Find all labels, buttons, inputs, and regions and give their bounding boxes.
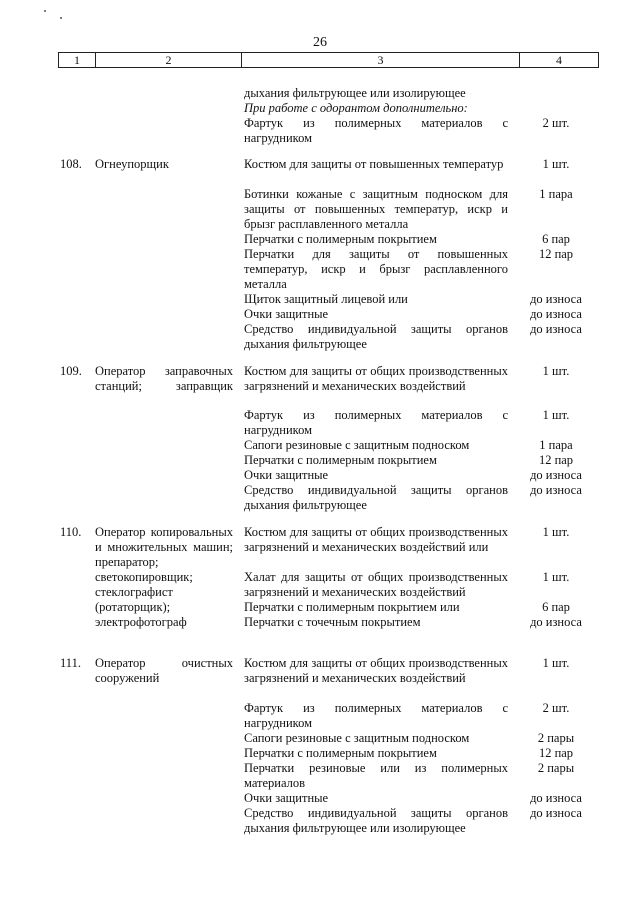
occupation-name: Оператор заправочных станций; заправщик	[95, 364, 233, 393]
qty-text: 12 пар	[538, 746, 574, 760]
qty-text: 2 пары	[537, 731, 575, 745]
qty-text: 2 пары	[537, 761, 575, 775]
qty-text: до износа	[530, 307, 582, 321]
item-text: Перчатки с точечным покрытием	[244, 615, 421, 629]
qty-text: 6 пар	[542, 232, 570, 246]
qty-text: 1 шт.	[542, 364, 570, 378]
item-text: Перчатки резиновые или из полимерных материалов	[244, 761, 508, 790]
qty-text: до износа	[530, 483, 582, 497]
entry-number: 108.	[60, 157, 82, 171]
entry-number: 109.	[60, 364, 82, 378]
qty-text: до износа	[530, 322, 582, 336]
item-text: Сапоги резиновые с защитным подноском	[244, 438, 470, 452]
qty-text: 12 пар	[538, 453, 574, 467]
item-text: Средство индивидуальной защиты органов дыхания фильтрующее	[244, 483, 508, 512]
qty-text: до износа	[530, 292, 582, 306]
item-text: Костюм для защиты от общих производственных загрязнений и механических воздействий	[244, 656, 508, 685]
column-header-4: 4	[556, 53, 562, 67]
scan-dot	[60, 17, 62, 19]
qty-text: 1 шт.	[542, 408, 570, 422]
entry-number: 111.	[60, 656, 81, 670]
item-text: Перчатки с полимерным покрытием	[244, 232, 437, 246]
qty-text: 1 пара	[539, 187, 573, 201]
item-text: Перчатки с полимерным покрытием	[244, 453, 437, 467]
note-text: При работе с одорантом дополнительно:	[244, 101, 468, 115]
item-text: Фартук из полимерных материалов с нагрудником	[244, 408, 508, 437]
item-text: Фартук из полимерных материалов с нагрудником	[244, 701, 508, 730]
item-text: Сапоги резиновые с защитным подноском	[244, 731, 470, 745]
item-text: Костюм для защиты от общих производственных загрязнений и механических воздействий	[244, 364, 508, 393]
item-text: Средство индивидуальной защиты органов дыхания фильтрующее или изолирующее	[244, 806, 508, 835]
qty-text: 1 шт.	[542, 656, 570, 670]
qty-text: до износа	[530, 468, 582, 482]
item-text: Очки защитные	[244, 468, 329, 482]
item-text: Фартук из полимерных материалов с нагрудником	[244, 116, 508, 145]
occupation-name: Огнеупорщик	[95, 157, 169, 171]
qty-text: 2 шт.	[542, 701, 570, 715]
qty-text: 1 шт.	[542, 525, 570, 539]
qty-text: до износа	[530, 615, 582, 629]
column-header-row	[58, 52, 599, 68]
column-header-1: 1	[74, 53, 80, 67]
item-text: Щиток защитный лицевой или	[244, 292, 408, 306]
item-text: Средство индивидуальной защиты органов дыхания фильтрующее	[244, 322, 508, 351]
qty-text: 12 пар	[538, 247, 574, 261]
item-text: Ботинки кожаные с защитным подноском для защиты от повышенных температур, искр и брызг расплавленного металла	[244, 187, 508, 231]
qty-text: 6 пар	[542, 600, 570, 614]
item-text: Очки защитные	[244, 307, 329, 321]
item-text: Очки защитные	[244, 791, 329, 805]
qty-text: 1 пара	[539, 438, 573, 452]
scan-dot	[44, 10, 46, 12]
qty-text: 1 шт.	[542, 570, 570, 584]
qty-text: до износа	[530, 791, 582, 805]
qty-text: 1 шт.	[542, 157, 570, 171]
item-text: Перчатки с полимерным покрытием	[244, 746, 437, 760]
item-text: Перчатки с полимерным покрытием или	[244, 600, 460, 614]
qty-text: до износа	[530, 806, 582, 820]
column-header-2: 2	[165, 53, 172, 67]
item-text: дыхания фильтрующее или изолирующее	[244, 86, 466, 100]
occupation-name: Оператор очистных сооружений	[95, 656, 233, 685]
item-text: Халат для защиты от общих производственных загрязнений и механических воздействий	[244, 570, 508, 599]
page-number: 26	[313, 35, 327, 50]
qty-text: 2 шт.	[542, 116, 570, 130]
entry-number: 110.	[60, 525, 82, 539]
occupation-name: Оператор копировальных и множительных машин; препаратор; светокопировщик; стеклографист (ротаторщик); электрофотограф	[95, 525, 233, 629]
column-header-3: 3	[377, 53, 384, 67]
item-text: Костюм для защиты от повышенных температур	[244, 157, 504, 171]
item-text: Перчатки для защиты от повышенных температур, искр и брызг расплавленного металла	[244, 247, 508, 291]
item-text: Костюм для защиты от общих производственных загрязнений и механических воздействий или	[244, 525, 508, 554]
